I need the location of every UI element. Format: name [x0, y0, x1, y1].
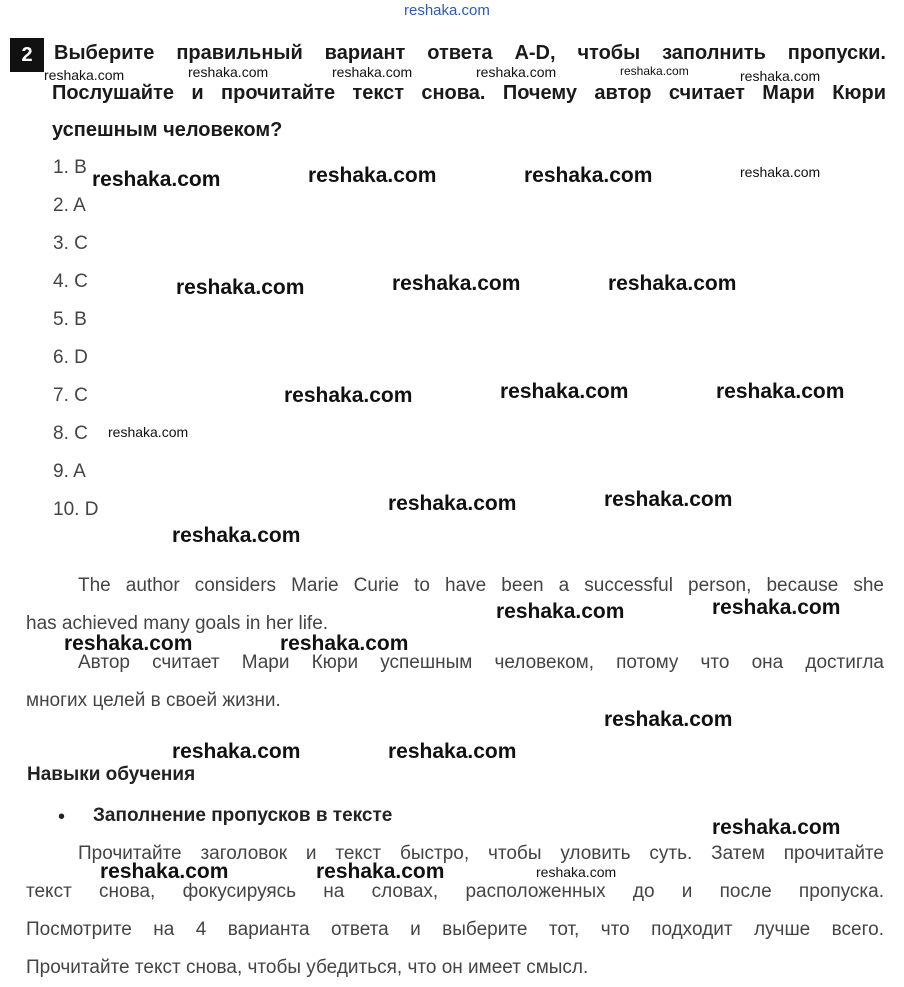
watermark: reshaka.com — [284, 384, 413, 407]
watermark: reshaka.com — [92, 168, 221, 191]
watermark: reshaka.com — [716, 380, 845, 403]
watermark: reshaka.com — [388, 740, 517, 763]
watermark: reshaka.com — [188, 64, 269, 80]
answer-item: 3. C — [53, 233, 88, 254]
watermark: reshaka.com — [604, 708, 733, 731]
watermark: reshaka.com — [108, 424, 189, 440]
watermark: reshaka.com — [500, 380, 629, 403]
watermark: reshaka.com — [64, 632, 193, 655]
watermark: reshaka.com — [604, 488, 733, 511]
answer-item: 10. D — [53, 499, 99, 520]
watermark: reshaka.com — [308, 164, 437, 187]
watermark: reshaka.com — [536, 864, 617, 880]
skills-line: Прочитайте заголовок и текст быстро, чтобы уловить суть. Затем прочитайте — [78, 843, 884, 864]
task-number-badge: 2 — [10, 38, 44, 72]
watermark: reshaka.com — [280, 632, 409, 655]
watermark: reshaka.com — [172, 740, 301, 763]
watermark: reshaka.com — [316, 860, 445, 883]
watermark: reshaka.com — [392, 272, 521, 295]
answer-item: 8. C — [53, 423, 88, 444]
watermark: reshaka.com — [476, 64, 557, 80]
watermark: reshaka.com — [388, 492, 517, 515]
watermark: reshaka.com — [176, 276, 305, 299]
watermark: reshaka.com — [172, 524, 301, 547]
watermark: reshaka.com — [524, 164, 653, 187]
watermark: reshaka.com — [712, 596, 841, 619]
english-line-1: The author considers Marie Curie to have been a successful person, because she — [78, 575, 884, 596]
answer-item: 9. A — [53, 461, 86, 482]
skills-title: Навыки обучения — [27, 764, 196, 785]
task-heading-line-2: Послушайте и прочитайте текст снова. Почему автор считает Мари Кюри — [52, 82, 886, 104]
watermark: reshaka.com — [740, 68, 821, 84]
english-line-2: has achieved many goals in her life. — [26, 613, 329, 634]
answer-item: 5. B — [53, 309, 87, 330]
answer-item: 2. A — [53, 195, 86, 216]
russian-line-1: Автор считает Мари Кюри успешным человеком, потому что она достигла — [78, 652, 884, 673]
watermark: reshaka.com — [620, 64, 689, 78]
watermark: reshaka.com — [100, 860, 229, 883]
site-logo[interactable]: reshaka.com — [404, 2, 490, 19]
watermark: reshaka.com — [608, 272, 737, 295]
russian-line-2: многих целей в своей жизни. — [26, 690, 281, 711]
answer-item: 7. C — [53, 385, 88, 406]
watermark: reshaka.com — [496, 600, 625, 623]
answer-item: 4. C — [53, 271, 88, 292]
skills-line: Прочитайте текст снова, чтобы убедиться, что он имеет смысл. — [26, 957, 589, 978]
watermark: reshaka.com — [740, 164, 821, 180]
watermark: reshaka.com — [712, 816, 841, 839]
watermark: reshaka.com — [44, 67, 125, 83]
bullet-dot-icon: • — [58, 806, 66, 828]
answer-item: 6. D — [53, 347, 88, 368]
task-heading-line-3: успешным человеком? — [52, 119, 283, 141]
skills-bullet-text: Заполнение пропусков в тексте — [93, 805, 393, 826]
task-heading-line-1: Выберите правильный вариант ответа A-D, чтобы заполнить пропуски. — [54, 42, 886, 64]
skills-line: Посмотрите на 4 варианта ответа и выберите тот, что подходит лучше всего. — [26, 919, 884, 940]
answer-item: 1. B — [53, 157, 87, 178]
watermark: reshaka.com — [332, 64, 413, 80]
skills-line: текст снова, фокусируясь на словах, расположенных до и после пропуска. — [26, 881, 884, 902]
